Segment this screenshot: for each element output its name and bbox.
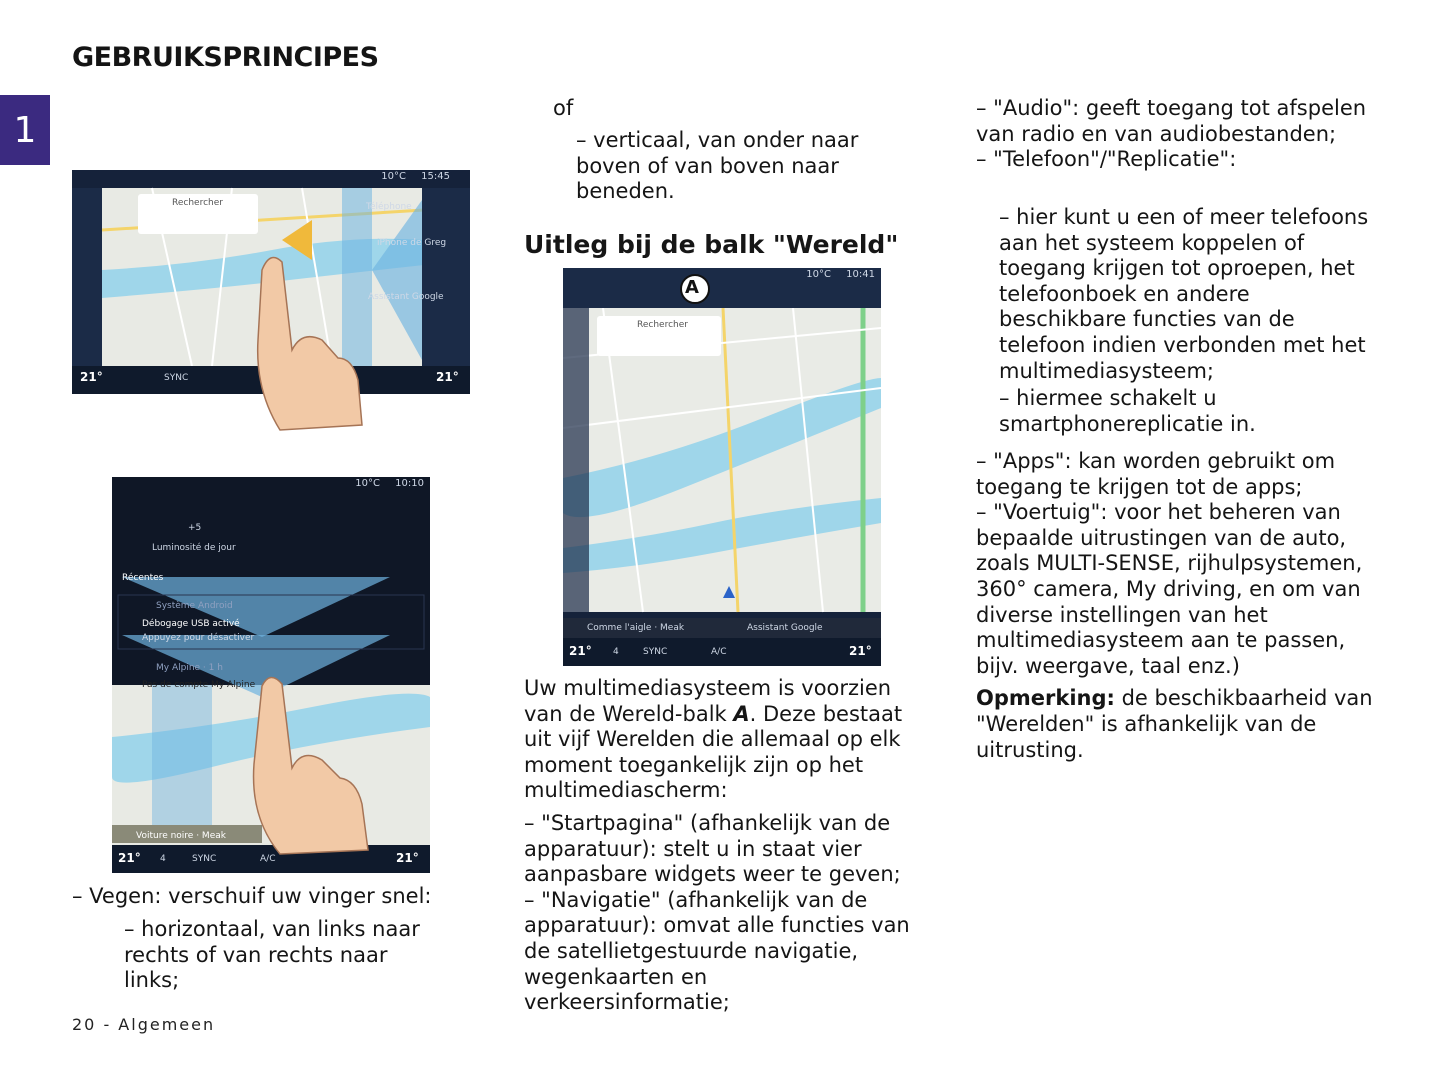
screen2-notif1: Débogage USB activé [142,619,240,629]
swipe-hand-icon [240,240,370,435]
screen2-notif2-app: My Alpine · 1 h [156,663,223,673]
world-item-apps: – "Apps": kan worden gebruikt om toegang te krijgen tot de apps; [976,449,1336,499]
chapter-tab: 1 [0,95,50,165]
screen3-temp-left: 21° [569,644,592,658]
screen3-time: 10:41 [846,269,875,280]
screen1-search: Rechercher [172,198,223,208]
screen2-media: Voiture noire · Meak [136,831,226,841]
page-title: GEBRUIKSPRINCIPES [72,42,379,73]
screen1-time: 15:45 [421,171,450,182]
world-item-home: – "Startpagina" (afhankelijk van de apparatuur): stelt u in staat vier aanpasbare widgets weer te geven; [524,810,901,887]
swipe-down-hand-icon [240,668,375,858]
or-text: of [553,96,574,120]
screen3-assistant: Assistant Google [747,623,823,633]
screen2-notif2: Pas de compte My Alpine [142,680,256,690]
world-item-vehicle: – "Voertuig": voor het beheren van bepaalde uitrustingen van de auto, zoals MULTI-SENSE, rijhulpsystemen, 360° camera, My driving, en om van diverse instellingen van het multimediasysteem aan te passen, bijv. weergave, taal enz.) [976,500,1363,678]
screen2-fan: 4 [160,854,166,864]
screen2-temp: 10°C [355,478,380,489]
world-item-navigation: – "Navigatie" (afhankelijk van de apparatuur): omvat alle functies van de satellietgestuurde navigatie, wegenkaarten en verkeersinformatie; [524,887,910,1015]
screen2-time: 10:10 [395,478,424,489]
screen2-temp-left: 21° [118,851,141,865]
phone-subitem-replication: – hiermee schakelt u smartphonereplicatie in. [999,386,1256,436]
world-bar-marker: A [685,277,699,298]
world-item-audio: – "Audio": geeft toegang tot afspelen van radio en van audiobestanden; [976,96,1367,146]
screen3-search: Rechercher [637,320,688,330]
screen1-item-phone: Téléphone [366,202,412,212]
screen2-brightness: +5 [188,523,202,533]
screen2-notif1-app: Système Android [156,601,233,611]
screen1-temp-right: 21° [436,370,459,384]
page-footer: 20 - Algemeen [72,1015,216,1034]
screen3-ac: A/C [711,647,727,657]
world-item-phone: – "Telefoon"/"Replicatie": [976,147,1237,172]
screen1-sync: SYNC [164,373,189,383]
swipe-vertical-text: – verticaal, van onder naar boven of van boven naar beneden. [576,128,859,204]
screen3-sync: SYNC [643,647,668,657]
screen1-item-iphone: iPhone de Greg [377,238,447,248]
screen1-temp: 10°C [381,171,406,182]
screen1-item-assistant: Assistant Google [368,292,444,302]
swipe-instruction: – Vegen: verschuif uw vinger snel: [72,884,432,908]
screenshot-world-bar [563,268,881,666]
screen2-sync: SYNC [192,854,217,864]
section-heading-world-bar: Uitleg bij de balk "Wereld" [524,230,899,259]
screen2-temp-right: 21° [396,851,419,865]
phone-subitem-pairing: – hier kunt u een of meer telefoons aan het systeem koppelen of toegang krijgen tot oproepen, het telefoonboek en andere beschikbare functies van de telefoon indien verbonden met het multimediasysteem; [999,205,1369,383]
screen3-temp: 10°C [806,269,831,280]
screen3-fan: 4 [613,647,619,657]
swipe-horizontal-text: – horizontaal, van links naar rechts of van rechts naar links; [124,917,420,993]
screen2-brightness-label: Luminosité de jour [152,543,236,553]
world-bar-marker-ref: A [733,701,750,726]
screen2-notif1-sub: Appuyez pour désactiver [142,633,255,643]
availability-note: Opmerking: de beschikbaarheid van "Werelden" is afhankelijk van de uitrusting. [976,686,1373,762]
screen1-temp-left: 21° [80,370,103,384]
screen3-media: Comme l'aigle · Meak [587,623,685,633]
screen2-recent: Récentes [122,573,164,583]
screen3-temp-right: 21° [849,644,872,658]
screen2-ac: A/C [260,854,276,864]
world-bar-intro: Uw multimediasysteem is voorzien van de Wereld-balk A. Deze bestaat uit vijf Werelden die allemaal op elk moment toegankelijk zijn op het multimediascherm: [524,676,903,803]
